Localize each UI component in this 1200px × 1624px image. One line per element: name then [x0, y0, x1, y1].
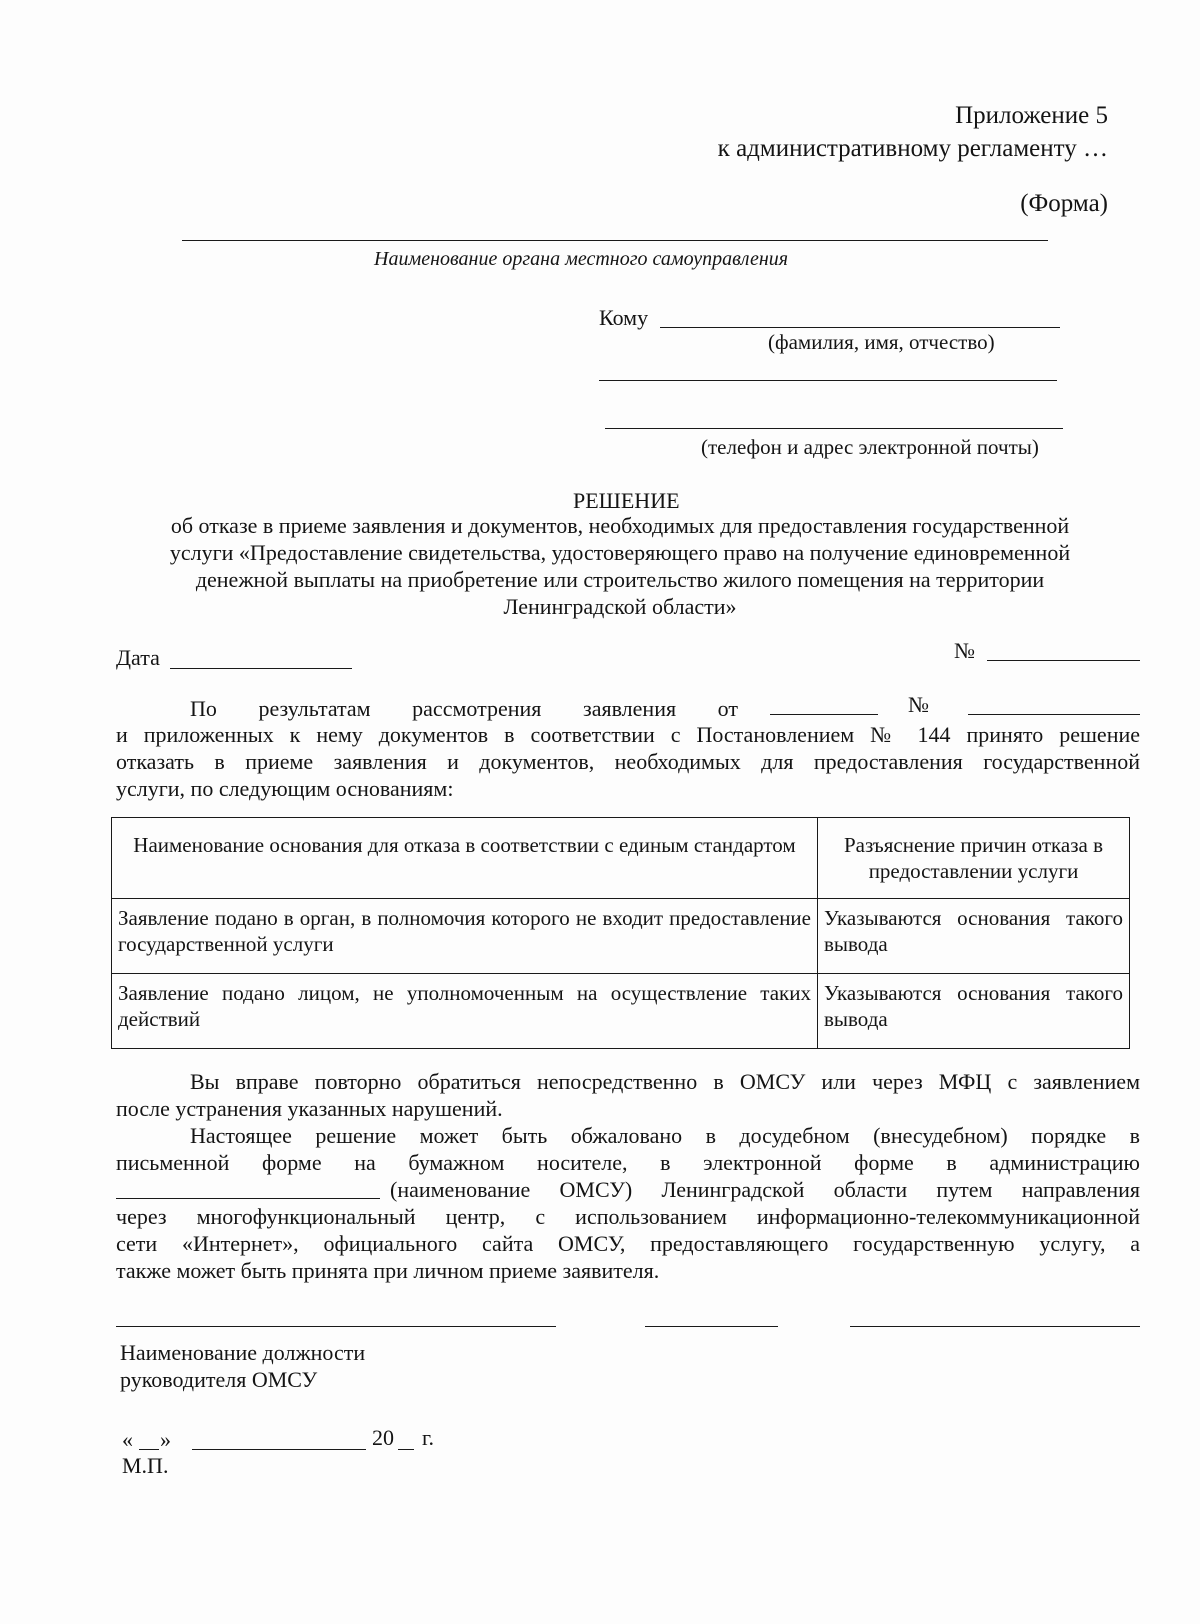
table-cell-explanation: Указываются основания такого вывода [818, 974, 1130, 1049]
date-label: Дата [116, 645, 160, 670]
number-line [987, 660, 1140, 661]
authority-name-line [182, 240, 1048, 241]
closing-para2-line-2: письменной форме на бумажном носителе, в электронной форме в администрацию [116, 1150, 1140, 1175]
decision-subtitle-line-2: услуги «Предоставление свидетельства, удостоверяющего право на получение единовременной [169, 540, 1071, 565]
closing-para1-line-1: Вы вправе повторно обратиться непосредственно в ОМСУ или через МФЦ с заявлением [190, 1069, 1140, 1094]
intro-line-4: услуги, по следующим основаниям: [116, 776, 454, 801]
signing-day-line [139, 1449, 159, 1450]
table-header-row [112, 818, 1130, 899]
appendix-title: Приложение 5 [955, 102, 1108, 129]
closing-para2-line-4: через многофункциональный центр, с использованием информационно-телекоммуникационной [116, 1204, 1140, 1229]
recipient-contact-line [605, 428, 1063, 429]
number-label: № [954, 638, 975, 663]
table-header-explanation: Разъяснение причин отказа в предоставлении услуги [818, 818, 1130, 899]
intro-word: По [190, 696, 217, 721]
signature-position-label-2: руководителя ОМСУ [120, 1367, 318, 1392]
decision-subtitle-line-4: Ленинградской области» [503, 594, 737, 619]
intro-line-1-words [190, 696, 738, 722]
table-row [112, 974, 1130, 1049]
signing-date-close-quote: » [160, 1427, 171, 1452]
signing-year-line [398, 1449, 414, 1450]
signature-line [645, 1326, 778, 1327]
application-date-line [770, 714, 878, 715]
signing-date-open-quote: « [122, 1427, 133, 1452]
stamp-label: М.П. [122, 1453, 169, 1478]
table-row [112, 899, 1130, 974]
intro-word: результатам [258, 696, 371, 721]
intro-word: от [717, 696, 738, 721]
recipient-name-line [660, 327, 1060, 328]
recipient-label: Кому [599, 305, 649, 330]
signing-year-suffix: г. [422, 1425, 435, 1450]
refusal-reasons-table [111, 817, 1130, 1049]
signature-position-line [116, 1326, 556, 1327]
intro-word: рассмотрения [412, 696, 542, 721]
closing-para2-line-6: также может быть принята при личном приеме заявителя. [116, 1258, 660, 1283]
decision-title: РЕШЕНИЕ [573, 488, 680, 513]
date-line [170, 668, 352, 669]
omsu-name-line [116, 1198, 380, 1199]
table-header-reason: Наименование основания для отказа в соответствии с единым стандартом [112, 818, 818, 899]
signature-position-label-1: Наименование должности [120, 1340, 366, 1365]
application-number-label: № [908, 692, 929, 717]
authority-name-hint: Наименование органа местного самоуправления [374, 248, 789, 270]
recipient-name-hint: (фамилия, имя, отчество) [768, 330, 995, 354]
application-number-line [968, 714, 1140, 715]
intro-line-2: и приложенных к нему документов в соответствии с Постановлением № 144 принято решение [116, 722, 1140, 747]
intro-line-3: отказать в приеме заявления и документов, необходимых для предоставления государственной [116, 749, 1140, 774]
closing-para2-line-5: сети «Интернет», официального сайта ОМСУ, предоставляющего государственную услугу, а [116, 1231, 1140, 1256]
intro-word: заявления [583, 696, 677, 721]
decision-subtitle-line-1: об отказе в приеме заявления и документов, необходимых для предоставления государственной [170, 513, 1070, 538]
form-label: (Форма) [1020, 190, 1108, 217]
decision-subtitle-line-3: денежной выплаты на приобретение или строительство жилого помещения на территории [195, 567, 1045, 592]
closing-para2-line-3: (наименование ОМСУ) Ленинградской области путем направления [390, 1177, 1140, 1202]
table-cell-reason: Заявление подано в орган, в полномочия которого не входит предоставление государственной услуги [112, 899, 818, 974]
table-cell-explanation: Указываются основания такого вывода [818, 899, 1130, 974]
recipient-extra-line [599, 380, 1057, 381]
closing-para2-line-1: Настоящее решение может быть обжаловано в досудебном (внесудебном) порядке в [190, 1123, 1140, 1148]
signing-year-prefix: 20 [372, 1425, 394, 1450]
signature-decoding-line [850, 1326, 1140, 1327]
closing-para1-line-2: после устранения указанных нарушений. [116, 1096, 503, 1121]
signing-month-line [192, 1449, 366, 1450]
regulation-reference: к административному регламенту … [717, 135, 1108, 162]
table-cell-reason: Заявление подано лицом, не уполномоченным на осуществление таких действий [112, 974, 818, 1049]
recipient-contact-hint: (телефон и адрес электронной почты) [701, 435, 1039, 459]
